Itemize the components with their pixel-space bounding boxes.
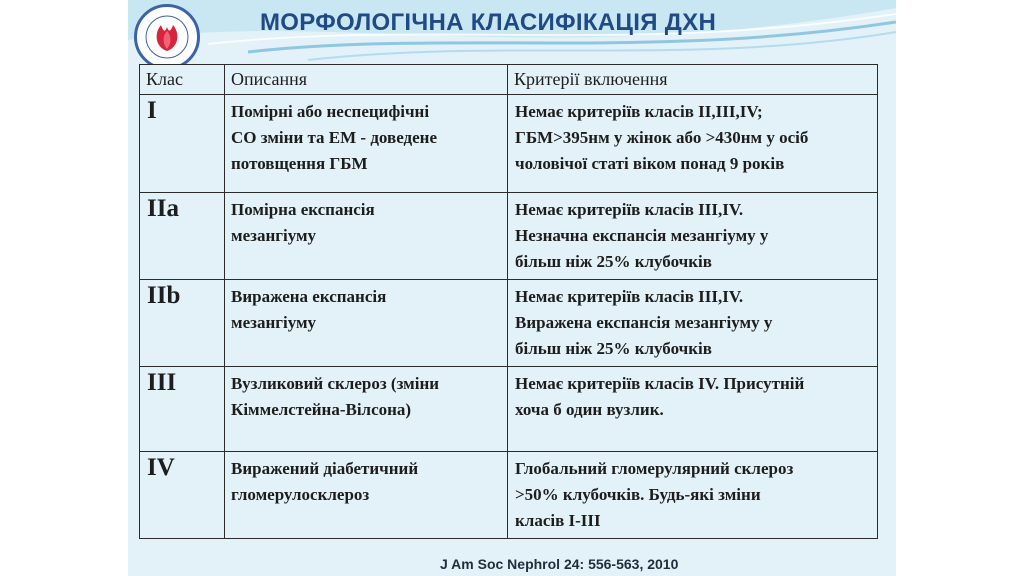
class-cell: III — [140, 367, 225, 452]
slide — [128, 0, 896, 576]
criteria-line: Немає критеріїв класів ІІ,ІІІ,ІV; — [515, 102, 763, 121]
description-cell — [225, 95, 508, 193]
description-line: потовщення ГБМ — [231, 154, 368, 173]
criteria-line: >50% клубочків. Будь-які зміни — [515, 485, 761, 504]
criteria-line: Немає критеріїв класів ІІІ,ІV. — [515, 287, 744, 306]
table-row — [140, 280, 878, 367]
description-line: Помірна експансія — [231, 200, 375, 219]
slide-title: МОРФОЛОГІЧНА КЛАСИФІКАЦІЯ ДХН — [260, 9, 717, 36]
description-line: Кіммелстейна-Вілсона) — [231, 400, 412, 419]
description-line: мезангіуму — [231, 226, 317, 245]
criteria-line: чоловічої статі віком понад 9 років — [515, 154, 785, 173]
criteria-line: хоча б один вузлик. — [515, 400, 664, 419]
table-row — [140, 193, 878, 280]
criteria-line: більш ніж 25% клубочків — [515, 252, 712, 271]
criteria-line: ГБМ>395нм у жінок або >430нм у осіб — [515, 128, 809, 147]
criteria-cell — [508, 193, 878, 280]
criteria-line: Немає критеріїв класів ІV. Присутній — [515, 374, 805, 393]
description-line: Помірні або неспецифічні — [231, 102, 430, 121]
criteria-line: Виражена експансія мезангіуму у — [515, 313, 773, 332]
description-line: СО зміни та ЕМ - доведене — [231, 128, 438, 147]
criteria-cell — [508, 367, 878, 452]
table-row — [140, 367, 878, 452]
class-cell: IIb — [140, 280, 225, 367]
table-row — [140, 452, 878, 539]
description-line: мезангіуму — [231, 313, 317, 332]
description-line: гломерулосклероз — [231, 485, 370, 504]
table-row — [140, 95, 878, 193]
header-criteria: Критерії включення — [508, 65, 878, 95]
description-cell — [225, 452, 508, 539]
criteria-line: Немає критеріїв класів ІІІ,ІV. — [515, 200, 744, 219]
criteria-line: Незначна експансія мезангіуму у — [515, 226, 769, 245]
description-line: Вузликовий склероз (зміни — [231, 374, 440, 393]
source-citation: J Am Soc Nephrol 24: 556-563, 2010 — [440, 556, 679, 572]
header-description: Описання — [225, 65, 508, 95]
description-line: Виражений діабетичний — [231, 459, 419, 478]
table-header-row — [140, 65, 878, 95]
criteria-line: класів І-ІІІ — [515, 511, 601, 530]
criteria-cell — [508, 452, 878, 539]
classification-table — [139, 64, 878, 539]
description-cell — [225, 367, 508, 452]
criteria-line: більш ніж 25% клубочків — [515, 339, 712, 358]
class-cell: I — [140, 95, 225, 193]
description-cell — [225, 280, 508, 367]
criteria-line: Глобальний гломерулярний склероз — [515, 459, 794, 478]
criteria-cell — [508, 95, 878, 193]
header-class: Клас — [140, 65, 225, 95]
institution-emblem-icon — [134, 4, 200, 70]
description-cell — [225, 193, 508, 280]
class-cell: IIa — [140, 193, 225, 280]
description-line: Виражена експансія — [231, 287, 387, 306]
class-cell: IV — [140, 452, 225, 539]
criteria-cell — [508, 280, 878, 367]
